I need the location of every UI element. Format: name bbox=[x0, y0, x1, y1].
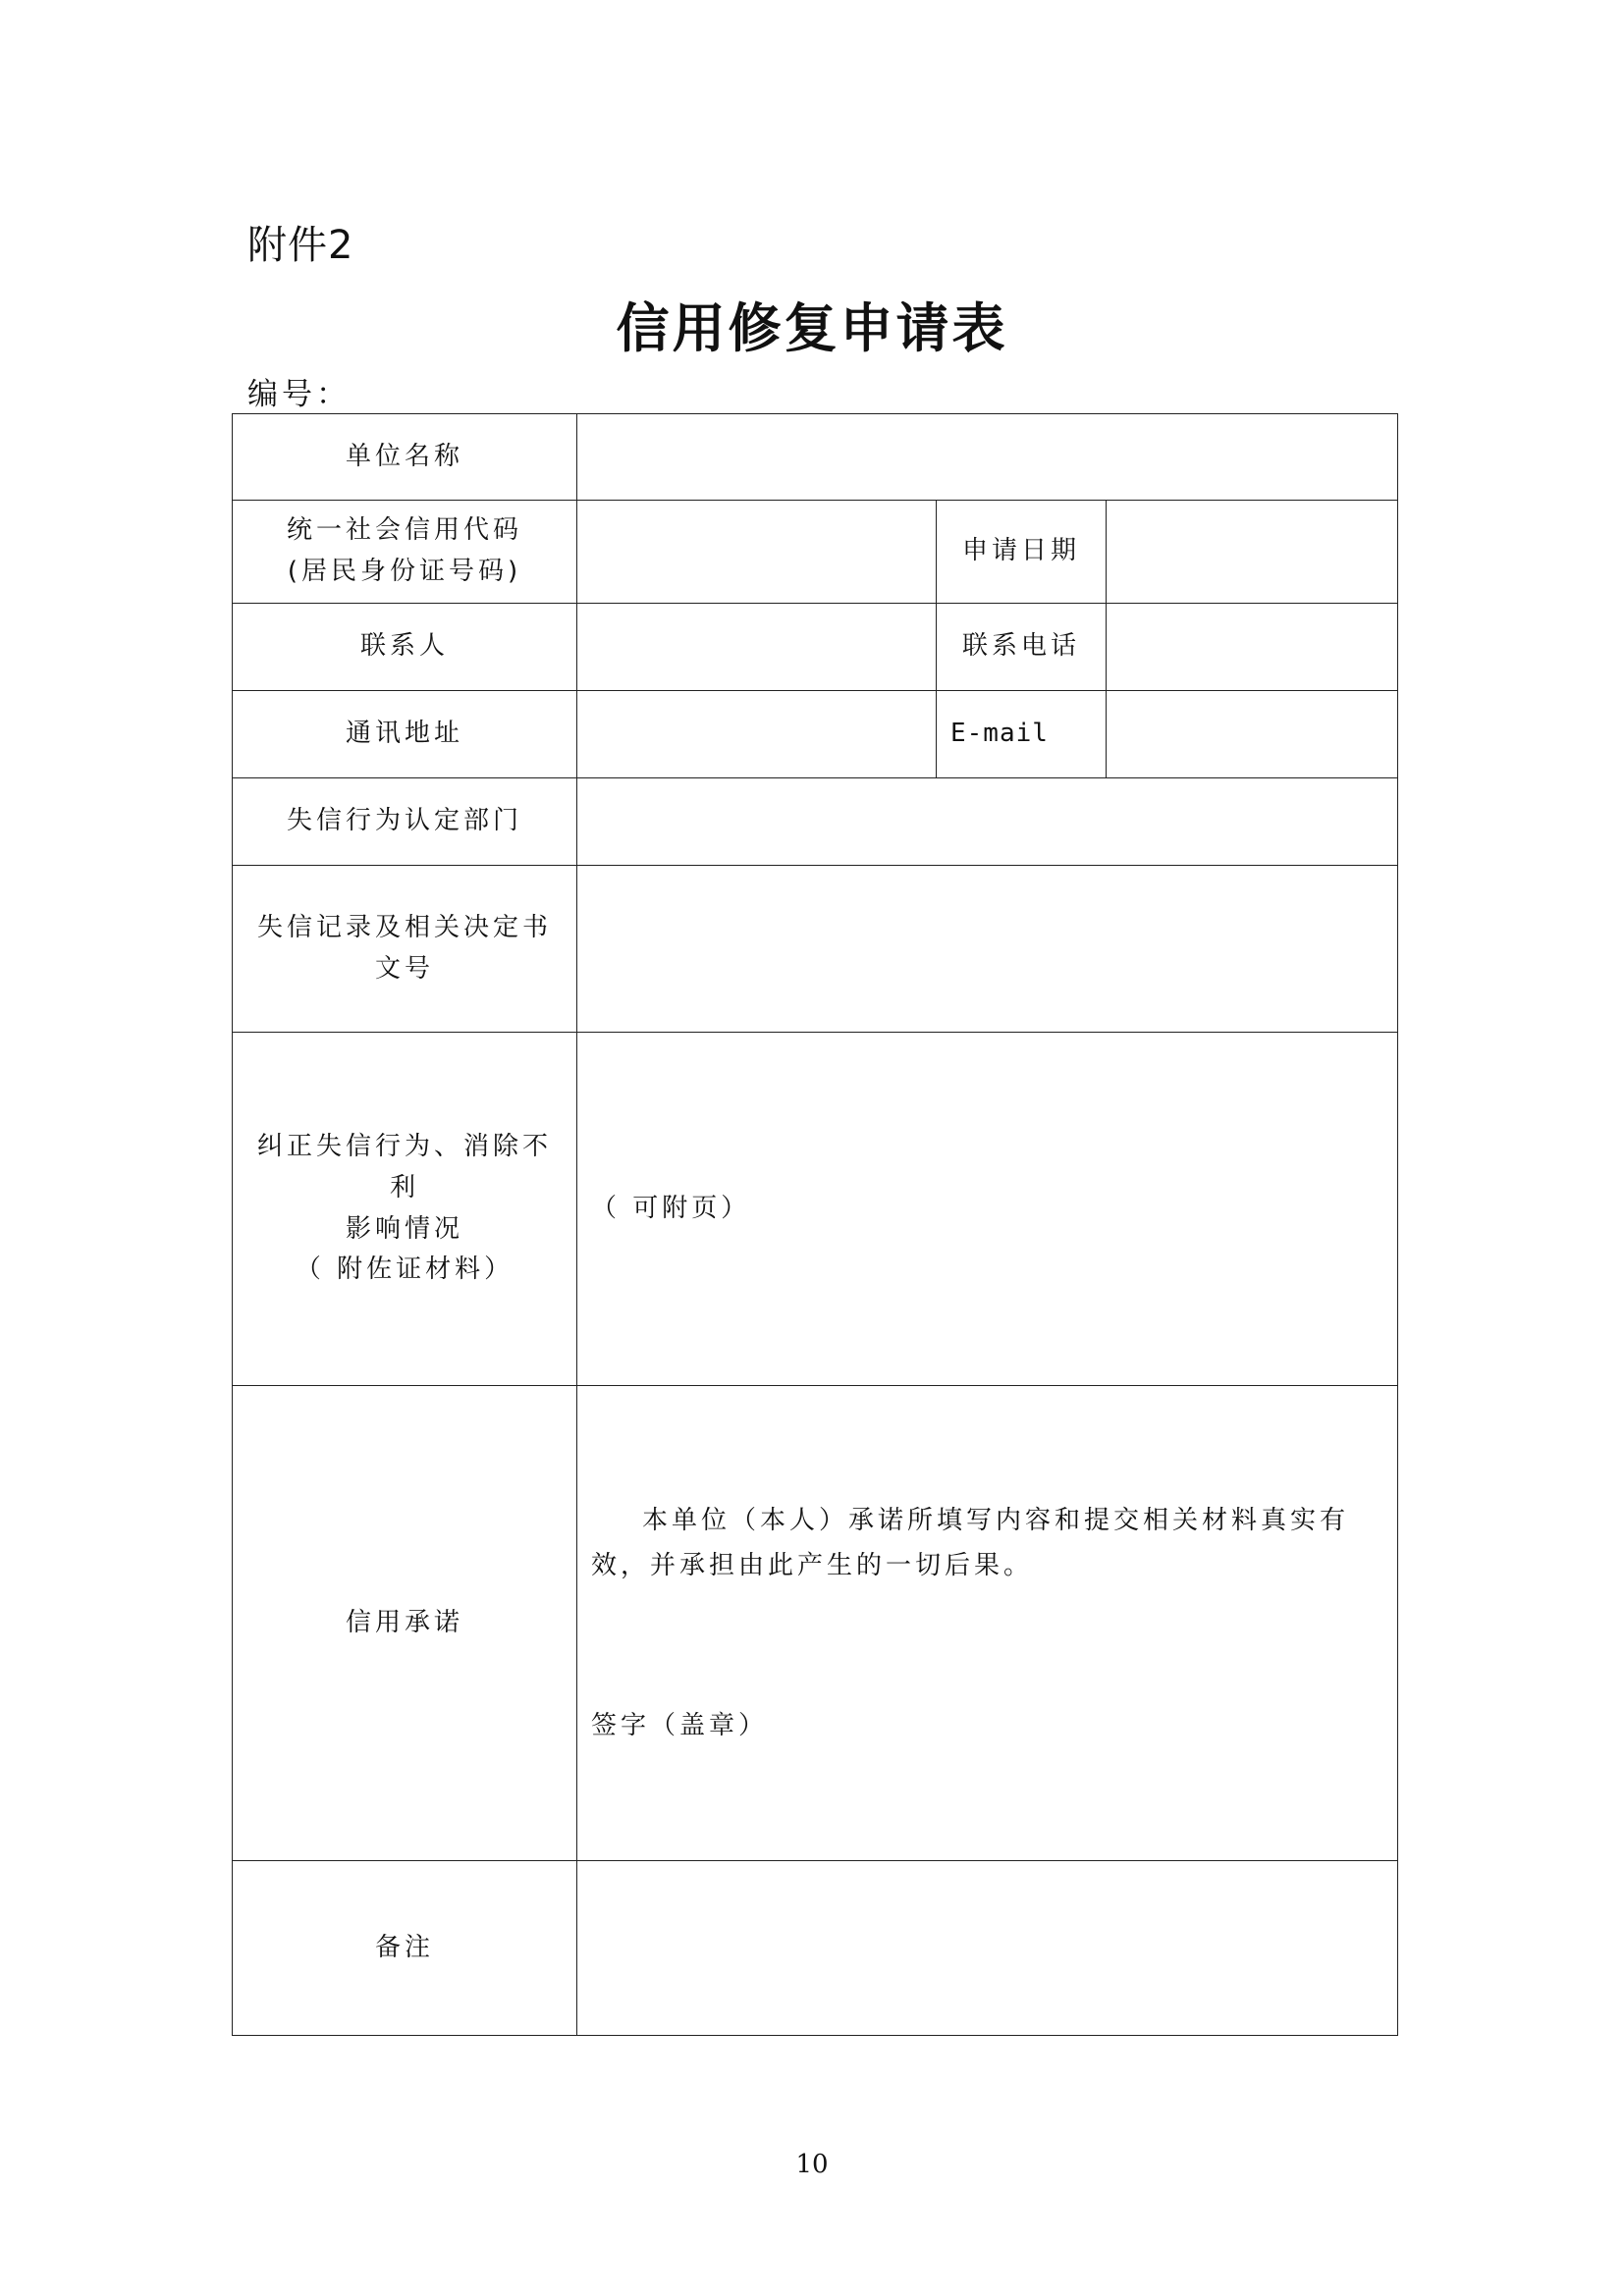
row-credit-code bbox=[233, 501, 1398, 604]
phone-label: 联系电话 bbox=[937, 604, 1107, 691]
phone-field[interactable] bbox=[1107, 604, 1398, 691]
record-label-line2: 文号 bbox=[374, 953, 434, 984]
unit-name-field[interactable] bbox=[577, 414, 1398, 501]
unit-name-label: 单位名称 bbox=[233, 414, 577, 501]
number-label: 编号： bbox=[247, 377, 351, 412]
correction-label-line1: 纠正失信行为、消除不利 bbox=[256, 1132, 552, 1202]
credit-code-field[interactable] bbox=[577, 501, 937, 604]
address-field[interactable] bbox=[577, 691, 937, 778]
correction-field[interactable] bbox=[577, 1033, 1398, 1386]
row-unit-name bbox=[233, 414, 1398, 501]
row-promise bbox=[233, 1386, 1398, 1861]
page-number: 10 bbox=[795, 2150, 829, 2179]
attachment-label: 附件2 bbox=[247, 223, 354, 268]
address-label: 通讯地址 bbox=[233, 691, 577, 778]
apply-date-label: 申请日期 bbox=[937, 501, 1107, 604]
department-field[interactable] bbox=[577, 778, 1398, 866]
email-field[interactable] bbox=[1107, 691, 1398, 778]
email-label: E-mail bbox=[937, 691, 1107, 778]
contact-field[interactable] bbox=[577, 604, 937, 691]
credit-code-label-line1: 统一社会信用代码 bbox=[286, 515, 522, 546]
promise-label: 信用承诺 bbox=[233, 1386, 577, 1861]
record-field[interactable] bbox=[577, 866, 1398, 1033]
page-title: 信用修复申请表 bbox=[616, 296, 1008, 359]
department-label: 失信行为认定部门 bbox=[233, 778, 577, 866]
record-label bbox=[233, 866, 577, 1033]
row-correction bbox=[233, 1033, 1398, 1386]
correction-label-line3: （ 附佐证材料） bbox=[295, 1255, 514, 1285]
remark-label: 备注 bbox=[233, 1861, 577, 2036]
signature-label: 签字（盖章） bbox=[591, 1711, 769, 1741]
credit-code-label bbox=[233, 501, 577, 604]
remark-field[interactable] bbox=[577, 1861, 1398, 2036]
row-department bbox=[233, 778, 1398, 866]
correction-note: （ 可附页） bbox=[591, 1193, 751, 1223]
application-form-table bbox=[232, 413, 1398, 2036]
row-record bbox=[233, 866, 1398, 1033]
promise-text: 本单位（本人）承诺所填写内容和提交相关材料真实有效，并承担由此产生的一切后果。 bbox=[591, 1506, 1350, 1580]
correction-label-line2: 影响情况 bbox=[345, 1213, 463, 1244]
apply-date-field[interactable] bbox=[1107, 501, 1398, 604]
row-address bbox=[233, 691, 1398, 778]
promise-field[interactable] bbox=[577, 1386, 1398, 1861]
row-remark bbox=[233, 1861, 1398, 2036]
credit-code-label-line2: (居民身份证号码) bbox=[287, 557, 522, 586]
correction-label bbox=[233, 1033, 577, 1386]
contact-label: 联系人 bbox=[233, 604, 577, 691]
row-contact bbox=[233, 604, 1398, 691]
record-label-line1: 失信记录及相关决定书 bbox=[256, 912, 552, 942]
